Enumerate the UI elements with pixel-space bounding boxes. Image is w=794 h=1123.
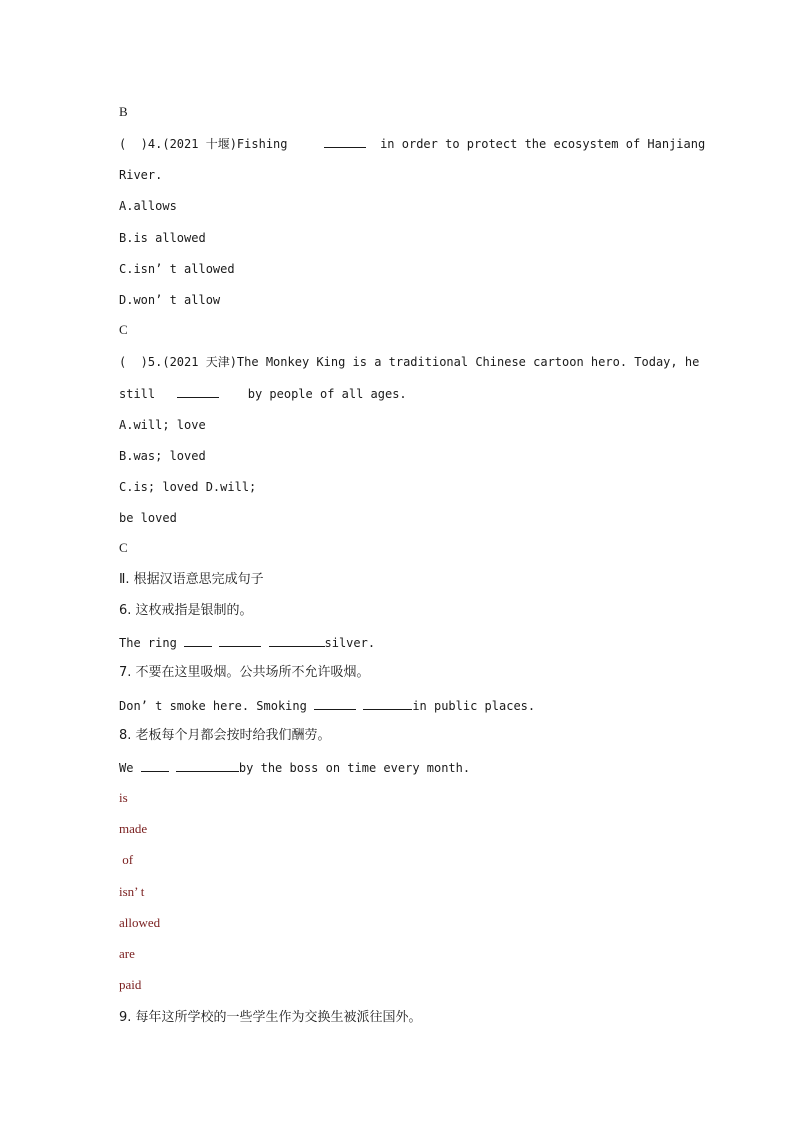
- q8-suffix: by the boss on time every month.: [238, 761, 471, 775]
- q4-option-a: A.allows: [119, 199, 177, 213]
- answer-3: of: [119, 852, 134, 867]
- q8-blank-1: [141, 760, 169, 772]
- q5-option-c: C.is; loved D.will;: [119, 480, 257, 494]
- q5-option-a: A.will; love: [119, 418, 206, 432]
- q7-suffix: in public places.: [412, 699, 536, 713]
- q6-blank-3: [269, 635, 325, 647]
- q6-prefix: The ring: [119, 636, 177, 650]
- q4-prefix: ( )4.(2021 十堰)Fishing: [119, 137, 288, 151]
- question-4-line-1: [119, 136, 705, 152]
- question-5-line-1: ( )5.(2021 天津)The Monkey King is a traditional Chinese cartoon hero. Today, he: [119, 355, 700, 369]
- q5-option-b: B.was; loved: [119, 449, 206, 463]
- q4-blank: [324, 136, 366, 148]
- q4-option-d: D.won’ t allow: [119, 293, 221, 307]
- q7-blank-1: [314, 698, 356, 710]
- section-2-heading: Ⅱ. 根据汉语意思完成句子: [119, 572, 264, 587]
- q6-blank-2: [219, 635, 261, 647]
- q7-sentence: [119, 698, 535, 714]
- q5-option-d: be loved: [119, 511, 177, 525]
- q4-answer: C: [119, 322, 128, 337]
- q9-chinese: 9. 每年这所学校的一些学生作为交换生被派往国外。: [119, 1010, 422, 1025]
- answer-2: made: [119, 821, 148, 836]
- q5-blank: [177, 386, 219, 398]
- q5-suffix: by people of all ages.: [247, 387, 407, 401]
- q8-chinese: 8. 老板每个月都会按时给我们酬劳。: [119, 728, 331, 743]
- answer-7: paid: [119, 977, 142, 992]
- q6-sentence: [119, 635, 375, 651]
- question-4-line-2: River.: [119, 168, 163, 182]
- q4-option-b: B.is allowed: [119, 231, 206, 245]
- q4-suffix: in order to protect the ecosystem of Hanjiang: [380, 137, 706, 151]
- q7-chinese: 7. 不要在这里吸烟。公共场所不允许吸烟。: [119, 665, 370, 680]
- q7-prefix: Don’ t smoke here. Smoking: [119, 699, 307, 713]
- q6-blank-1: [184, 635, 212, 647]
- q8-prefix: We: [119, 761, 134, 775]
- answer-1: is: [119, 790, 128, 805]
- q8-sentence: [119, 760, 470, 776]
- q6-suffix: silver.: [324, 636, 376, 650]
- q5-answer: C: [119, 540, 128, 555]
- answer-6: are: [119, 946, 135, 961]
- q5-prefix: still: [119, 387, 156, 401]
- q7-blank-2: [363, 698, 412, 710]
- answer-5: allowed: [119, 915, 161, 930]
- q8-blank-2: [176, 760, 239, 772]
- answer-prev: B: [119, 104, 128, 119]
- q6-chinese: 6. 这枚戒指是银制的。: [119, 603, 253, 618]
- q4-option-c: C.isn’ t allowed: [119, 262, 235, 276]
- question-5-line-2: [119, 386, 407, 402]
- answer-4: isn’ t: [119, 884, 145, 899]
